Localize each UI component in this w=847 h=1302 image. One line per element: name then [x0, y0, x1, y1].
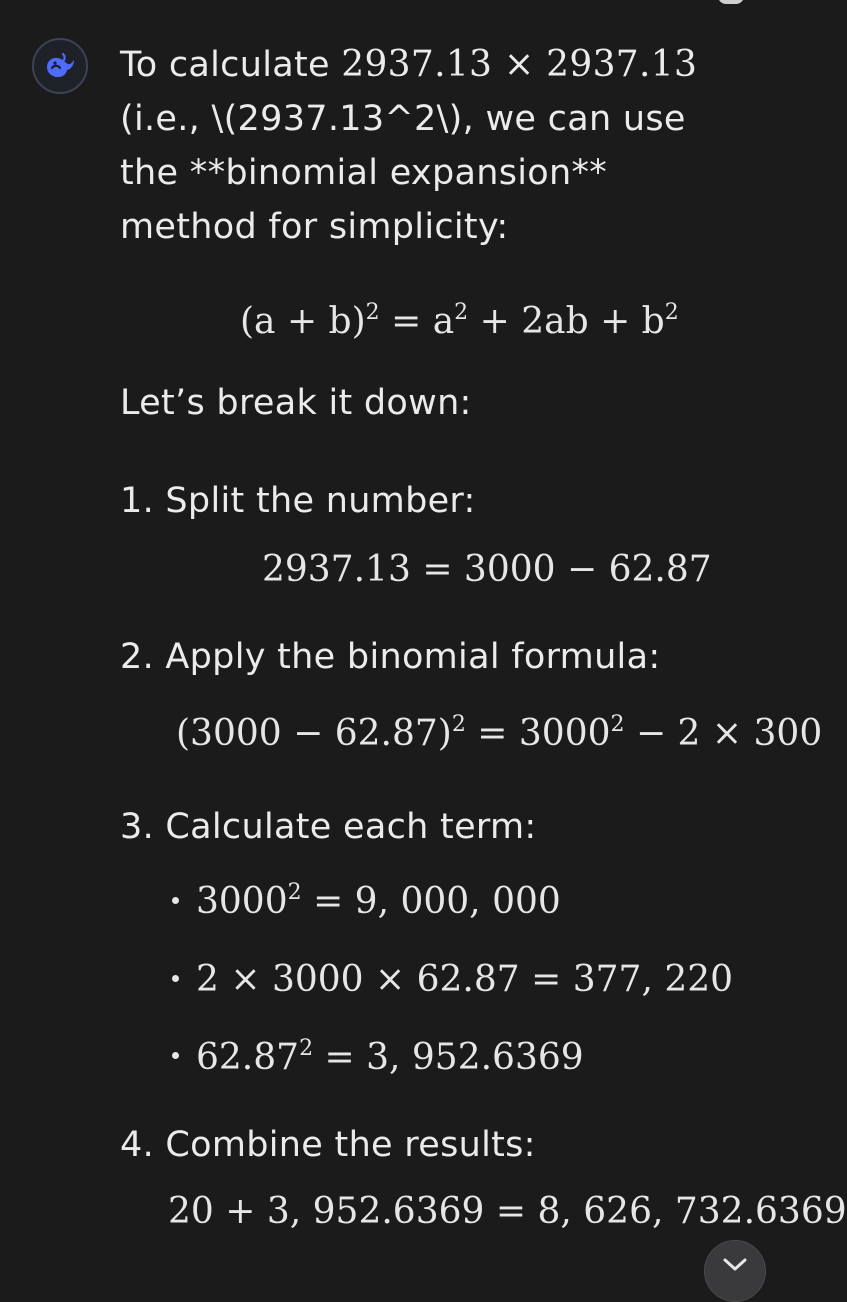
top-edge-control: [718, 0, 744, 4]
chevron-down-icon: [722, 1257, 748, 1273]
intro-line-2: (i.e., \(2937.13^2\), we can use: [120, 99, 686, 139]
scroll-down-button[interactable]: [704, 1240, 766, 1302]
intro-line-4: method for simplicity:: [120, 207, 509, 247]
intro-line-3: the **binomial expansion**: [120, 153, 608, 193]
binomial-formula: $(a + b)^2 = a^2 + 2ab + b^2$: [240, 300, 679, 342]
bullet-dot: [172, 1052, 179, 1059]
assistant-avatar: [32, 38, 88, 94]
term-1-math: $3000^2 = 9$, 000, 000: [196, 880, 561, 922]
term-2-math: 2 × 3000 × 62.87 = 377, 220: [196, 959, 734, 1000]
step-4-math: 20 + 3, 952.6369 = 8, 626, 732.6369: [168, 1191, 847, 1232]
step-3-heading: 3. Calculate each term:: [120, 807, 537, 847]
bullet-dot: [172, 897, 179, 904]
deepseek-whale-icon: [43, 49, 77, 83]
step-1-math: 2937.13 = 3000 − 62.87: [262, 549, 712, 590]
step-4-heading: 4. Combine the results:: [120, 1125, 536, 1165]
bullet-dot: [172, 975, 179, 982]
step-2-math: $(3000 - 62.87)^2 = 3000^2 - 2 \times 300$: [176, 712, 823, 754]
intro-inline-math: 2937.13 × 2937.13: [341, 44, 698, 85]
term-3-math: $62.87^2 = 3$, 952.6369: [196, 1036, 584, 1078]
step-2-heading: 2. Apply the binomial formula:: [120, 637, 661, 677]
intro-line-1: To calculate 2937.13 × 2937.13: [120, 44, 698, 85]
breakdown-intro: Let’s break it down:: [120, 383, 472, 423]
step-1-heading: 1. Split the number:: [120, 481, 476, 521]
